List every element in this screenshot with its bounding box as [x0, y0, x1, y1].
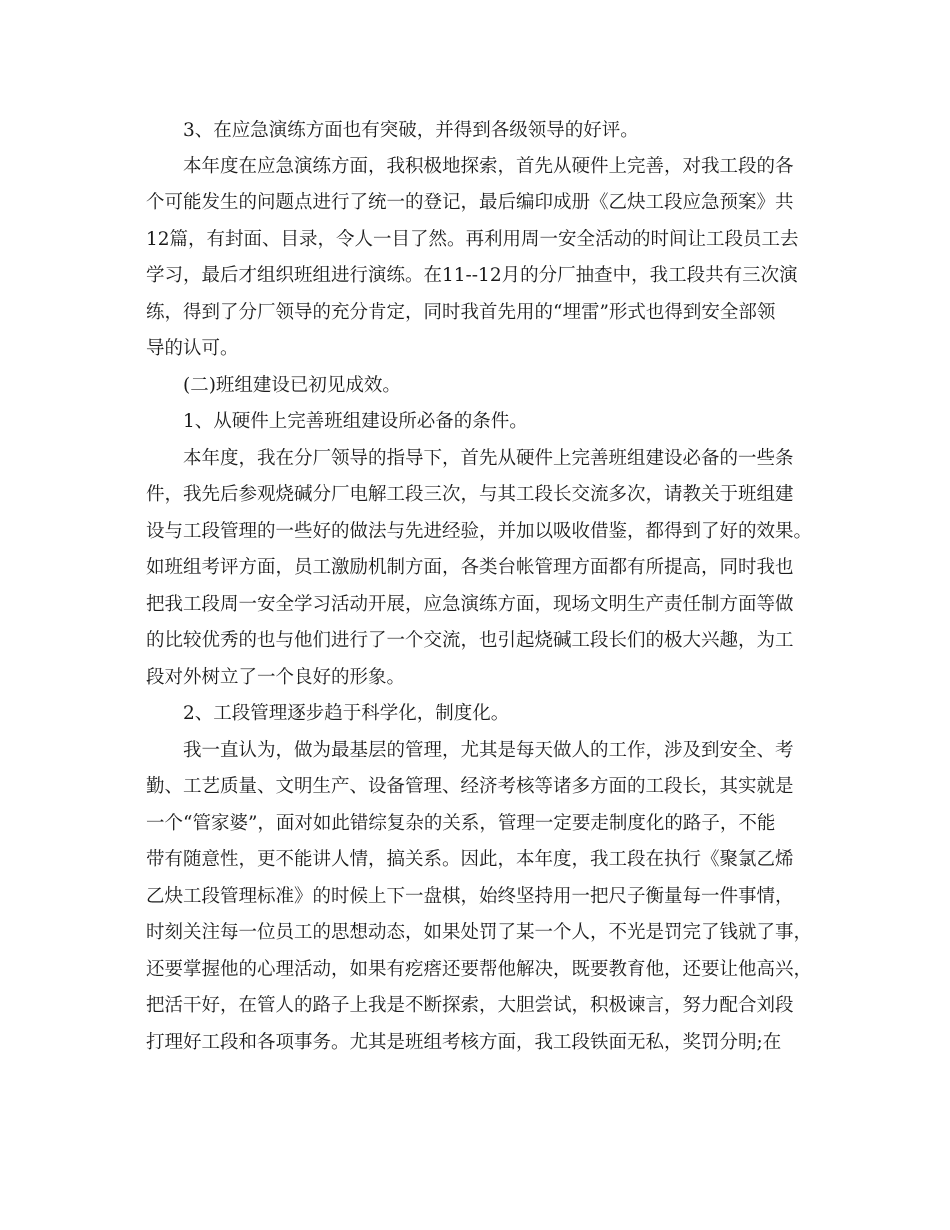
- subheading-hardware: 1、从硬件上完善班组建设所必备的条件。: [183, 411, 528, 432]
- paragraph-line: 件，我先后参观烧碱分厂电解工段三次，与其工段长交流多次，请教关于班组建: [146, 484, 794, 505]
- section-heading-team-building: (二)班组建设已初见成效。: [183, 375, 401, 396]
- paragraph-line: 设与工段管理的一些好的做法与先进经验，并加以吸收借鉴，都得到了好的效果。: [146, 521, 813, 542]
- paragraph-line: 把活干好，在管人的路子上我是不断探索，大胆尝试，积极谏言，努力配合刘段: [146, 995, 794, 1016]
- paragraph-line: 勤、工艺质量、文明生产、设备管理、经济考核等诸多方面的工段长，其实就是: [146, 776, 794, 797]
- paragraph-line: 个可能发生的问题点进行了统一的登记，最后编印成册《乙炔工段应急预案》共: [146, 192, 794, 213]
- paragraph-line: 乙炔工段管理标准》的时候上下一盘棋，始终坚持用一把尺子衡量每一件事情，: [146, 886, 794, 907]
- paragraph-line: 如班组考评方面，员工激励机制方面，各类台帐管理方面都有所提高，同时我也: [146, 557, 794, 578]
- paragraph-line: 打理好工段和各项事务。尤其是班组考核方面，我工段铁面无私，奖罚分明;在: [146, 1032, 782, 1053]
- paragraph-line: 本年度，我在分厂领导的指导下，首先从硬件上完善班组建设必备的一些条: [183, 448, 794, 469]
- paragraph-line: 我一直认为，做为最基层的管理，尤其是每天做人的工作，涉及到安全、考: [183, 740, 794, 761]
- paragraph-line: 本年度在应急演练方面，我积极地探索，首先从硬件上完善，对我工段的各: [183, 156, 794, 177]
- paragraph-line: 时刻关注每一位员工的思想动态，如果处罚了某一个人，不光是罚完了钱就了事，: [146, 922, 813, 943]
- paragraph-line: 练，得到了分厂领导的充分肯定，同时我首先用的“埋雷”形式也得到安全部领: [146, 302, 776, 323]
- paragraph-line: 带有随意性，更不能讲人情，搞关系。因此，本年度，我工段在执行《聚氯乙烯: [146, 849, 794, 870]
- paragraph-line: 导的认可。: [146, 338, 239, 359]
- subheading-management: 2、工段管理逐步趋于科学化，制度化。: [183, 703, 510, 724]
- paragraph-line: 12篇，有封面、目录，令人一目了然。再利用周一安全活动的时间让工段员工去: [146, 229, 799, 250]
- paragraph-line: 学习，最后才组织班组进行演练。在11--12月的分厂抽查中，我工段共有三次演: [146, 265, 798, 286]
- paragraph-line: 还要掌握他的心理活动，如果有疙瘩还要帮他解决，既要教育他，还要让他高兴，: [146, 959, 813, 980]
- heading-emergency-drill: 3、在应急演练方面也有突破，并得到各级领导的好评。: [183, 120, 639, 141]
- paragraph-line: 的比较优秀的也与他们进行了一个交流，也引起烧碱工段长们的极大兴趣，为工: [146, 630, 794, 651]
- paragraph-line: 段对外树立了一个良好的形象。: [146, 667, 406, 688]
- paragraph-line: 把我工段周一安全学习活动开展，应急演练方面，现场文明生产责任制方面等做: [146, 594, 794, 615]
- paragraph-line: 一个“管家婆”，面对如此错综复杂的关系，管理一定要走制度化的路子，不能: [146, 813, 776, 834]
